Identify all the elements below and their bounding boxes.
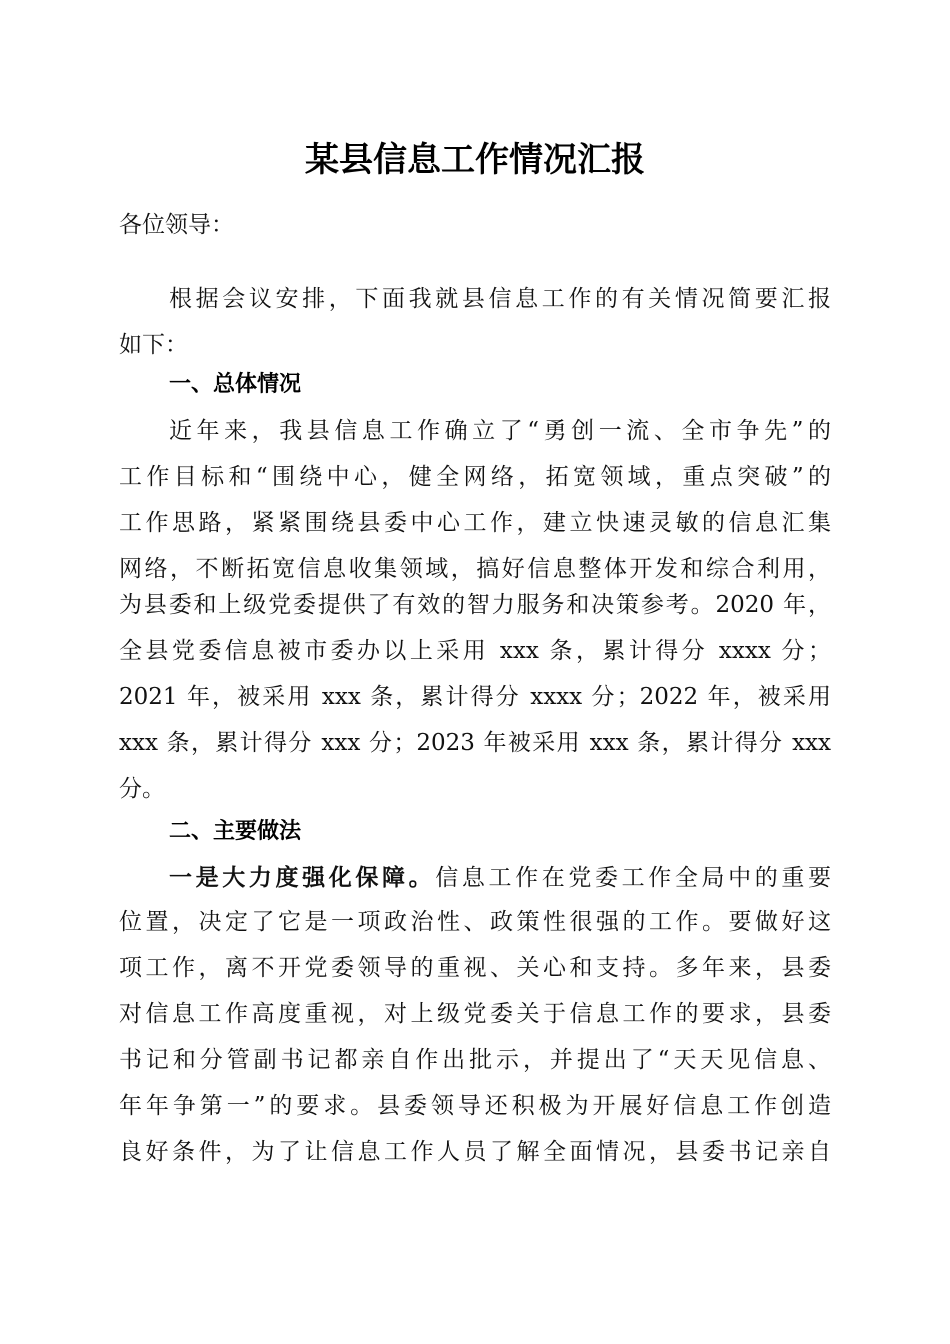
paragraph-line: 工作目标和“围绕中心，健全网络，拓宽领域，重点突破”的 bbox=[119, 464, 831, 490]
paragraph-line: 网络，不断拓宽信息收集领域，搞好信息整体开发和综合利用， bbox=[119, 556, 831, 582]
intro-line-2: 如下： bbox=[119, 332, 188, 358]
paragraph-line: 良好条件，为了让信息工作人员了解全面情况，县委书记亲自 bbox=[119, 1139, 831, 1165]
paragraph-line: xxx 条，累计得分 xxx 分；2023 年被采用 xxx 条，累计得分 xxx bbox=[119, 730, 831, 756]
intro-line-1: 根据会议安排，下面我就县信息工作的有关情况简要汇报 bbox=[169, 286, 831, 312]
paragraph-line: 近年来，我县信息工作确立了“勇创一流、全市争先”的 bbox=[169, 418, 831, 444]
paragraph-line: 项工作，离不开党委领导的重视、关心和支持。多年来，县委 bbox=[119, 955, 831, 981]
paragraph-line: 书记和分管副书记都亲自作出批示，并提出了“天天见信息、 bbox=[119, 1047, 831, 1073]
paragraph-line: 年年争第一”的要求。县委领导还积极为开展好信息工作创造 bbox=[119, 1093, 831, 1119]
paragraph-line: 全县党委信息被市委办以上采用 xxx 条，累计得分 xxxx 分； bbox=[119, 638, 831, 664]
paragraph-first-line bbox=[169, 855, 831, 901]
paragraph-line: 为县委和上级党委提供了有效的智力服务和决策参考。2020 年， bbox=[119, 592, 831, 618]
document-title: 某县信息工作情况汇报 bbox=[305, 140, 645, 180]
paragraph-line: 工作思路，紧紧围绕县委中心工作，建立快速灵敏的信息汇集 bbox=[119, 510, 831, 536]
section-heading-overview: 一、总体情况 bbox=[169, 372, 302, 397]
paragraph-line: 对信息工作高度重视，对上级党委关于信息工作的要求，县委 bbox=[119, 1001, 831, 1027]
salutation: 各位领导： bbox=[119, 212, 234, 238]
section-heading-methods: 二、主要做法 bbox=[169, 819, 302, 844]
paragraph-first-line-rest: 信息工作在党委工作全局中的重要 bbox=[435, 865, 831, 891]
paragraph-line: 分。 bbox=[119, 776, 165, 802]
paragraph-line: 位置，决定了它是一项政治性、政策性很强的工作。要做好这 bbox=[119, 909, 831, 935]
paragraph-line: 2021 年，被采用 xxx 条，累计得分 xxxx 分；2022 年，被采用 bbox=[119, 684, 831, 710]
paragraph-lead: 一是大力度强化保障。 bbox=[169, 864, 436, 891]
